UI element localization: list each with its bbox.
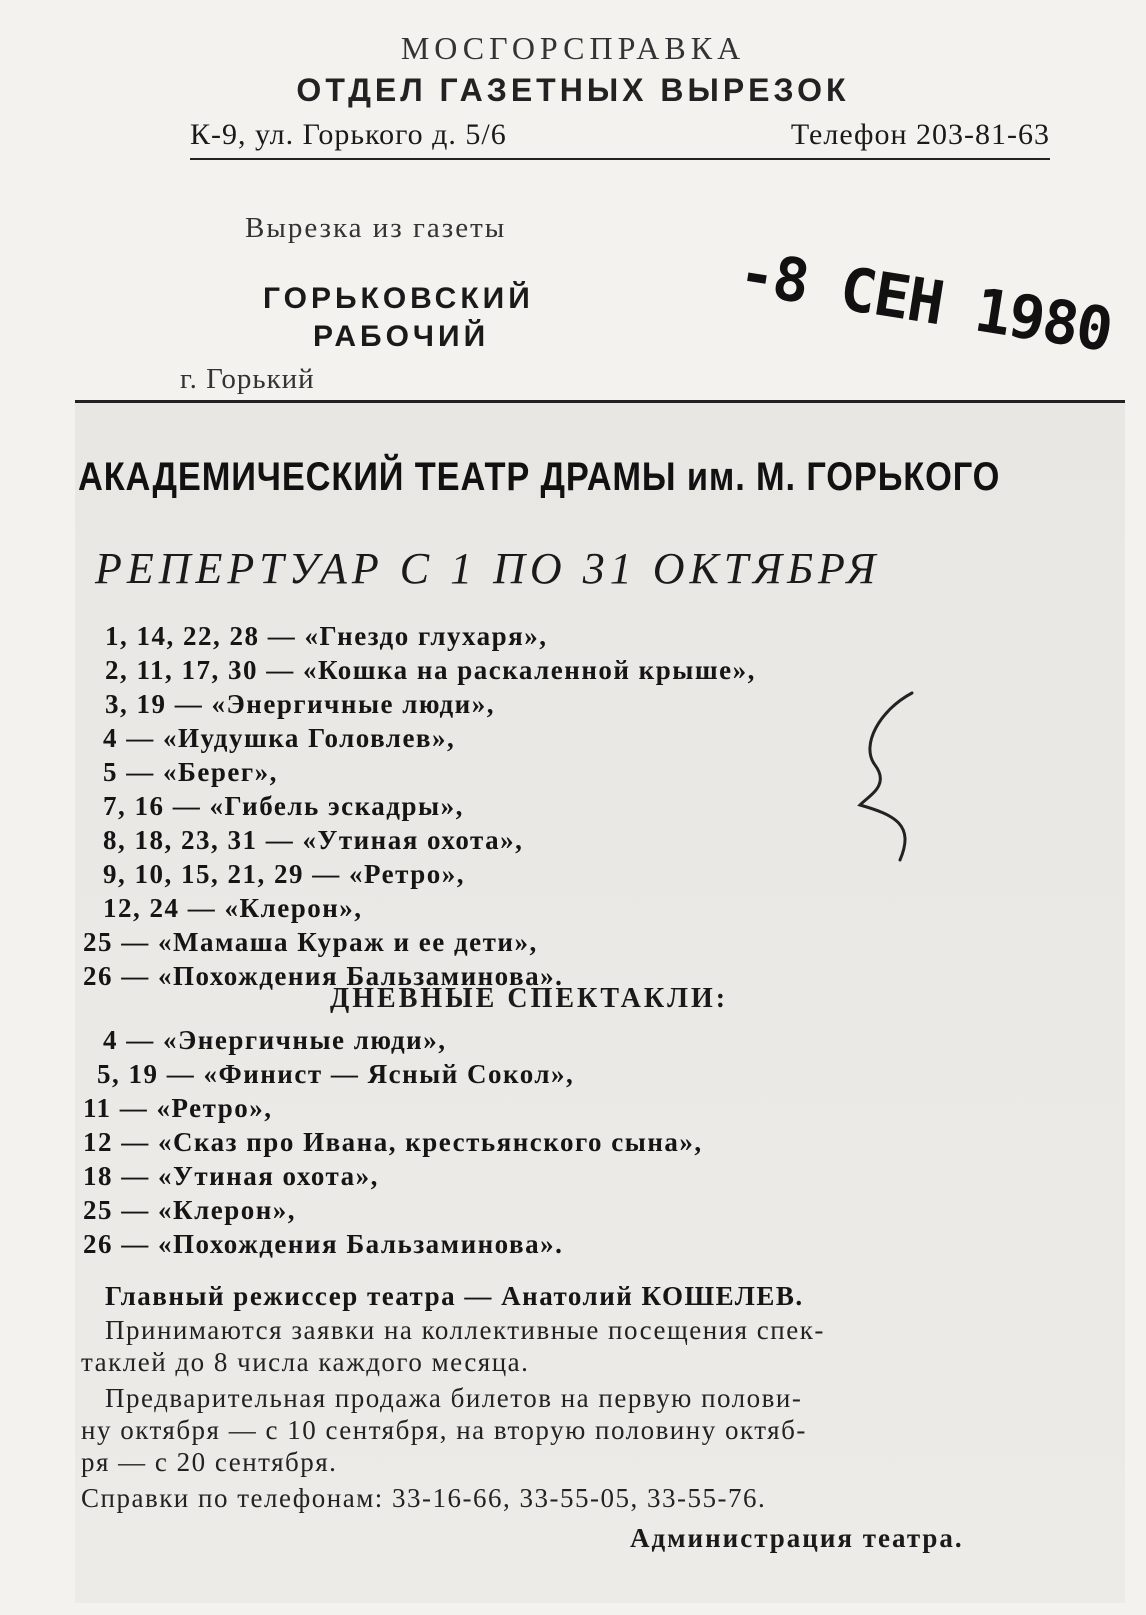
theatre-name: АКАДЕМИЧЕСКИЙ ТЕАТР ДРАМЫ им. М. ГОРЬКОГО <box>78 455 1001 499</box>
department-name: ОТДЕЛ ГАЗЕТНЫХ ВЫРЕЗОК <box>296 72 850 108</box>
applications-text: Принимаются заявки на коллективные посещения спек- <box>105 1315 825 1345</box>
evening-item: 1, 14, 22, 28 — «Гнездо глухаря», <box>105 621 548 651</box>
presale-text: ну октября — с 10 сентября, на вторую половину октяб- <box>81 1415 807 1445</box>
evening-item: 12, 24 — «Клерон», <box>103 893 363 923</box>
daytime-title: ДНЕВНЫЕ СПЕКТАКЛИ: <box>330 983 729 1014</box>
daytime-item: 26 — «Похождения Бальзаминова». <box>83 1229 564 1259</box>
evening-item: 26 — «Похождения Бальзаминова». <box>83 961 564 991</box>
daytime-item: 11 — «Ретро», <box>83 1093 273 1123</box>
newspaper-clipping <box>75 400 1125 1603</box>
evening-item: 7, 16 — «Гибель эскадры», <box>103 791 464 821</box>
phones-text: Справки по телефонам: 33-16-66, 33-55-05, 33-55-76. <box>81 1483 767 1513</box>
evening-item: 8, 18, 23, 31 — «Утиная охота», <box>103 825 524 855</box>
presale-text: ря — с 20 сентября. <box>81 1447 338 1477</box>
agency-name: МОСГОРСПРАВКА <box>400 30 746 66</box>
daytime-item: 5, 19 — «Финист — Ясный Сокол», <box>97 1059 575 1089</box>
evening-item: 5 — «Берег», <box>103 757 278 787</box>
daytime-item: 25 — «Клерон», <box>83 1195 297 1225</box>
signature: Администрация театра. <box>630 1523 964 1553</box>
evening-item: 9, 10, 15, 21, 29 — «Ретро», <box>103 859 465 889</box>
evening-item: 25 — «Мамаша Кураж и ее дети», <box>83 927 538 957</box>
newspaper-city: г. Горький <box>180 363 315 395</box>
agency-phone: Телефон 203-81-63 <box>790 118 1050 151</box>
newspaper-name-line2: РАБОЧИЙ <box>313 320 490 353</box>
repertoire-title: РЕПЕРТУАР С 1 ПО 31 ОКТЯБРЯ <box>95 544 881 593</box>
daytime-item: 4 — «Энергичные люди», <box>103 1025 447 1055</box>
address-line <box>190 118 1050 160</box>
evening-item: 2, 11, 17, 30 — «Кошка на раскаленной крыше», <box>105 655 756 685</box>
daytime-item: 12 — «Сказ про Ивана, крестьянского сына», <box>83 1127 703 1157</box>
daytime-item: 18 — «Утиная охота», <box>83 1161 379 1191</box>
evening-item: 4 — «Иудушка Головлев», <box>103 723 456 753</box>
evening-item: 3, 19 — «Энергичные люди», <box>105 689 495 719</box>
presale-text: Предварительная продажа билетов на первую полови- <box>105 1383 803 1413</box>
pen-mark <box>840 685 960 870</box>
clipping-from-label: Вырезка из газеты <box>245 212 507 244</box>
date-stamp: -8 СЕН 1980 <box>734 238 1116 366</box>
director-line: Главный режиссер театра — Анатолий КОШЕЛЕВ. <box>105 1281 804 1311</box>
newspaper-name-line1: ГОРЬКОВСКИЙ <box>263 282 534 315</box>
applications-text: таклей до 8 числа каждого месяца. <box>81 1347 530 1377</box>
agency-address: К-9, ул. Горького д. 5/6 <box>190 118 507 151</box>
